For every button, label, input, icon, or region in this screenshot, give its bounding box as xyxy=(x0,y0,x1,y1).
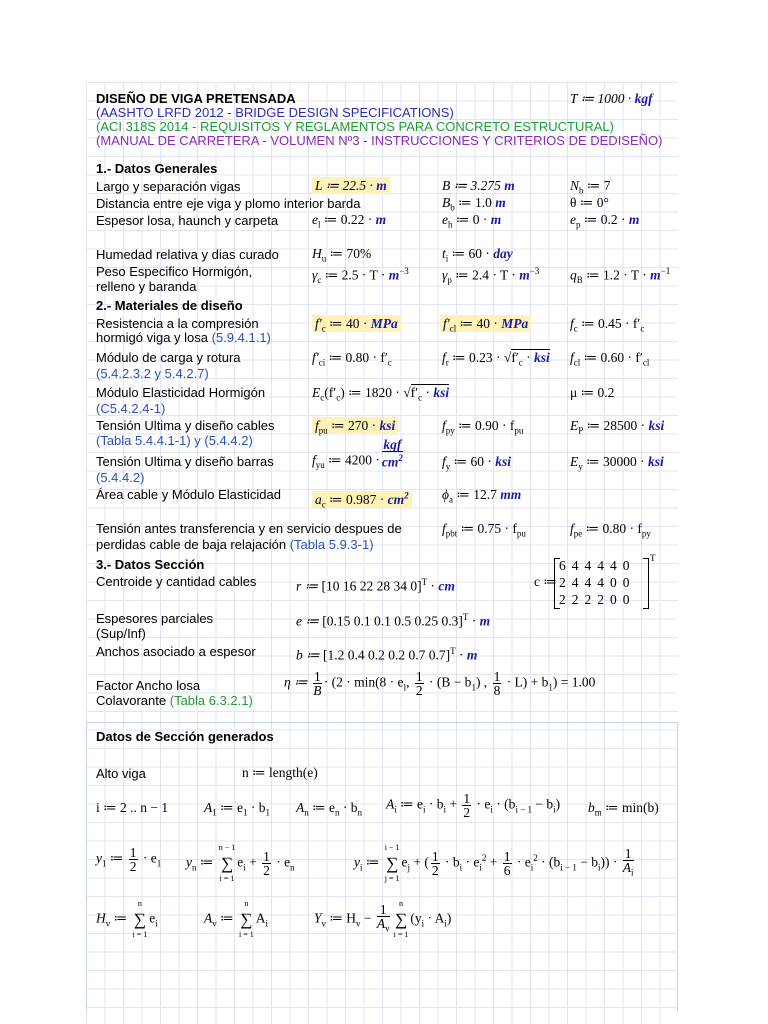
label-espesor: Espesor losa, haunch y carpeta xyxy=(96,213,279,228)
matrix-c-cell: 0 xyxy=(622,592,630,607)
ref-5-9-4-1-1: (5.9.4.1.1) xyxy=(211,330,271,345)
eq-fcl[interactable]: $f'_{cl}$ ≔ 40 · MPa xyxy=(440,316,531,337)
section-4-title: Datos de Sección generados xyxy=(96,729,274,744)
matrix-c-row xyxy=(556,574,633,591)
matrix-c-cell: 4 xyxy=(571,575,579,590)
label-peso-1: Peso Especifico Hormigón, xyxy=(96,264,253,279)
eq-Ey[interactable]: $E_y$ ≔ 30000 · ksi xyxy=(570,454,664,472)
matrix-c-cell: 4 xyxy=(597,575,604,590)
label-anchos: Anchos asociado a espesor xyxy=(96,644,256,659)
eq-Nb[interactable]: $N_b$ ≔ 7 xyxy=(570,178,611,196)
eq-fpe[interactable]: $f_{pe}$ ≔ $0.80 \cdot f_{py}$ xyxy=(570,521,651,539)
section-divider xyxy=(86,722,678,723)
matrix-c-cell: 0 xyxy=(622,575,630,590)
eq-fcl-limit[interactable]: $f_{cl}$ ≔ $0.60 \cdot f'_{cl}$ xyxy=(570,350,650,368)
eq-Ec[interactable]: $E_c(f'_c)$ ≔ $1820 \cdot √f'_c$ · ksi xyxy=(312,385,450,403)
eq-Hv[interactable]: $H_v$ ≔ n ∑ i = 1 $e_i$ xyxy=(96,899,158,939)
matrix-c[interactable] xyxy=(556,557,633,608)
label-alto-viga: Alto viga xyxy=(96,766,146,781)
eq-fpu[interactable]: $f_{pu}$ ≔ 270 · ksi xyxy=(312,418,398,439)
eq-Ai[interactable]: $A_i$ ≔ $e_i \cdot b_i$ + $\frac{1}{2}$ · $e_i \cdot (b_{i - 1} - b_i)$ xyxy=(386,791,561,820)
matrix-c-cell: 6 xyxy=(559,558,566,573)
eq-i-range[interactable]: i ≔ 2 .. n − 1 xyxy=(96,800,169,815)
eq-gamma-c[interactable]: $\gamma_c$ ≔ $2.5 \cdot T \cdot m^{-3}$ xyxy=(312,266,409,286)
eq-fr[interactable]: $f_r$ ≔ $0.23 \cdot √f'_c$ · ksi xyxy=(442,350,550,368)
eq-Av[interactable]: $A_v$ ≔ n ∑ i = 1 $A_i$ xyxy=(204,899,268,939)
eq-ep[interactable]: $e_p$ ≔ 0.2 · m xyxy=(570,212,640,230)
eq-mu[interactable]: μ ≔ 0.2 xyxy=(570,385,615,400)
label-peso-2: relleno y baranda xyxy=(96,279,197,294)
matrix-c-cell: 4 xyxy=(584,558,592,573)
ref-tabla-6-3-2-1: (Tabla 6.3.2.1) xyxy=(169,693,253,708)
matrix-c-cell: 0 xyxy=(622,558,630,573)
ref-modulo: (5.4.2.3.2 y 5.4.2.7) xyxy=(96,366,209,381)
ref-aci: (ACI 318S 2014 - REQUISITOS Y REGLAMENTOS PARA CONCRETO ESTRUCTURAL) xyxy=(96,119,614,134)
label-humedad: Humedad relativa y dias curado xyxy=(96,247,279,262)
eq-r-vector[interactable]: r ≔ [10 16 22 28 34 0]$^T$ · cm xyxy=(296,577,455,594)
eq-fc-limit[interactable]: $f_c$ ≔ $0.45 \cdot f'_c$ xyxy=(570,316,645,334)
matrix-c-transpose: T xyxy=(650,553,656,563)
eq-eta[interactable]: η ≔ $\frac{1}{B}$ · ($2 \cdot \min(8 \cdot e_l$, $\frac{1}{2}$ · $(B - b_1)$ , $\frac{1}{8}$ · $L) + b_1) = 1.00$ xyxy=(284,669,596,698)
label-tension-cables: Tensión Ultima y diseño cables xyxy=(96,418,275,433)
matrix-c-cell: 2 xyxy=(559,575,566,590)
eq-A1[interactable]: $A_1$ ≔ $e_1 \cdot b_1$ xyxy=(204,800,270,818)
matrix-c-left-bracket xyxy=(554,558,560,609)
eq-qB[interactable]: $q_B$ ≔ $1.2 \cdot T \cdot m^{-1}$ xyxy=(570,266,671,286)
eq-fyu[interactable]: $f_{yu}$ ≔ 4200 · $\frac{\text{kgf}}{cm^2}$ xyxy=(312,437,403,471)
eq-phi-a[interactable]: $\phi_a$ ≔ 12.7 mm xyxy=(442,487,522,505)
label-area-cable: Área cable y Módulo Elasticidad xyxy=(96,487,281,502)
matrix-c-row xyxy=(556,591,633,608)
eq-eh[interactable]: $e_h$ ≔ 0 · m xyxy=(442,212,502,230)
eq-yn[interactable]: $y_n$ ≔ n − 1 ∑ i = 1 $e_i$ + $\frac{1}{2}$ · $e_n$ xyxy=(186,843,295,883)
label-tension-antes-1: Tensión antes transferencia y en servicio despues de xyxy=(96,521,402,536)
label-distancia: Distancia entre eje viga y plomo interior barda xyxy=(96,196,361,211)
label-elasticidad: Módulo Elasticidad Hormigón xyxy=(96,385,266,400)
eq-y1[interactable]: $y_1$ ≔ $\frac{1}{2}$ · $e_1$ xyxy=(96,845,162,874)
matrix-c-cell: 0 xyxy=(610,592,617,607)
eq-fci[interactable]: $f'_{ci}$ ≔ $0.80 \cdot f'_c$ xyxy=(312,350,392,368)
matrix-c-cell: 2 xyxy=(597,592,604,607)
label-resistencia-2: hormigó viga y losa (5.9.4.1.1) xyxy=(96,330,271,345)
label-modulo: Módulo de carga y rotura xyxy=(96,350,241,365)
eq-ti[interactable]: $t_i$ ≔ 60 · day xyxy=(442,246,513,264)
matrix-c-cell: 2 xyxy=(584,592,592,607)
eq-Yv[interactable]: $Y_v$ ≔ $H_v$ − $\frac{1}{A_v}$ n ∑ i = 1 $(y_i \cdot A_i)$ xyxy=(314,899,452,939)
matrix-c-cell: 4 xyxy=(584,575,592,590)
eq-Ep[interactable]: $E_P$ ≔ 28500 · ksi xyxy=(570,418,665,436)
eq-fpy[interactable]: $f_{py}$ ≔ $0.90 \cdot f_{pu}$ xyxy=(442,418,524,436)
ref-tabla-5-9-3-1: (Tabla 5.9.3-1) xyxy=(289,537,374,552)
eq-fy[interactable]: $f_y$ ≔ 60 · ksi xyxy=(442,454,512,472)
label-centroide: Centroide y cantidad cables xyxy=(96,574,257,589)
eq-An[interactable]: $A_n$ ≔ $e_n \cdot b_n$ xyxy=(296,800,362,818)
label-factor-1: Factor Ancho losa xyxy=(96,678,201,693)
label-espesores-2: (Sup/Inf) xyxy=(96,626,146,641)
matrix-c-cell: 4 xyxy=(571,558,579,573)
ref-aashto: (AASHTO LRFD 2012 - BRIDGE DESIGN SPECIFICATIONS) xyxy=(96,105,454,120)
eq-B[interactable]: B ≔ 3.275 m xyxy=(442,178,515,193)
box-right-edge xyxy=(677,722,678,1012)
box-left-edge xyxy=(86,722,87,1012)
eq-b-vector[interactable]: b ≔ [1.2 0.4 0.2 0.2 0.7 0.7]$^T$ · m xyxy=(296,646,478,663)
ref-manual: (MANUAL DE CARRETERA - VOLUMEN Nº3 - INSTRUCCIONES Y CRITERIOS DE DEDISEÑO) xyxy=(96,133,663,148)
eq-theta[interactable]: θ ≔ 0° xyxy=(570,195,609,210)
eq-c-label: c ≔ xyxy=(534,574,557,589)
section-3-title: 3.- Datos Sección xyxy=(96,557,205,572)
eq-L[interactable]: L ≔ 22.5 · m xyxy=(312,178,390,194)
eq-Bb[interactable]: $B_b$ ≔ 1.0 m xyxy=(442,195,506,213)
label-resistencia-1: Resistencia a la compresión xyxy=(96,316,259,331)
label-tension-barras: Tensión Ultima y diseño barras xyxy=(96,454,274,469)
matrix-c-row xyxy=(556,557,633,574)
matrix-c-right-bracket xyxy=(643,558,649,609)
matrix-c-cell: 4 xyxy=(610,558,617,573)
eq-n[interactable]: n ≔ length(e) xyxy=(242,765,318,780)
label-factor-2: Colavorante (Tabla 6.3.2.1) xyxy=(96,693,253,708)
ref-elasticidad: (C5.4.2.4-1) xyxy=(96,401,166,416)
eq-gamma-p[interactable]: $\gamma_p$ ≔ $2.4 \cdot T \cdot m^{-3}$ xyxy=(442,266,540,286)
eq-fc[interactable]: $f'_c$ ≔ 40 · MPa xyxy=(312,316,401,337)
section-1-title: 1.- Datos Generales xyxy=(96,161,218,176)
label-tension-antes-2: perdidas cable de baja relajación (Tabla 5.9.3-1) xyxy=(96,537,374,552)
T-definition: T ≔ 1000 · kgf xyxy=(570,91,653,106)
matrix-c-cell: 4 xyxy=(597,558,604,573)
matrix-c-cell: 2 xyxy=(571,592,579,607)
ref-tension-barras: (5.4.4.2) xyxy=(96,470,145,485)
ref-tension-cables: (Tabla 5.4.4.1-1) y (5.4.4.2) xyxy=(96,433,253,448)
eq-ac[interactable]: $a_c$ ≔ $0.987 \cdot cm^2$ xyxy=(312,487,412,512)
eq-yi[interactable]: $y_i$ ≔ i − 1 ∑ j = 1 $e_j$ + ( $\frac{1}{2}$ · $b_i \cdot e_i^2$ + $\frac{1}{6}$ · $e_i^2 \cdot (b_{i - 1} - b_i)$) · $\frac{1}{A_i}$ xyxy=(354,843,634,883)
section-2-title: 2.- Materiales de diseño xyxy=(96,298,243,313)
label-espesores-1: Espesores parciales xyxy=(96,611,214,626)
doc-title: DISEÑO DE VIGA PRETENSADA xyxy=(96,91,296,106)
eq-fpbt[interactable]: $f_{pbt}$ ≔ $0.75 \cdot f_{pu}$ xyxy=(442,521,526,539)
label-largo: Largo y separación vigas xyxy=(96,179,241,194)
matrix-c-cell: 0 xyxy=(610,575,617,590)
matrix-c-cell: 2 xyxy=(559,592,566,607)
eq-e-vector[interactable]: e ≔ [0.15 0.1 0.1 0.5 0.25 0.3]$^T$ · m xyxy=(296,612,491,629)
eq-el[interactable]: $e_l$ ≔ 0.22 · m xyxy=(312,212,387,230)
eq-Hu[interactable]: $H_u$ ≔ 70% xyxy=(312,246,372,264)
eq-bm[interactable]: $b_m$ ≔ min(b) xyxy=(588,800,659,818)
